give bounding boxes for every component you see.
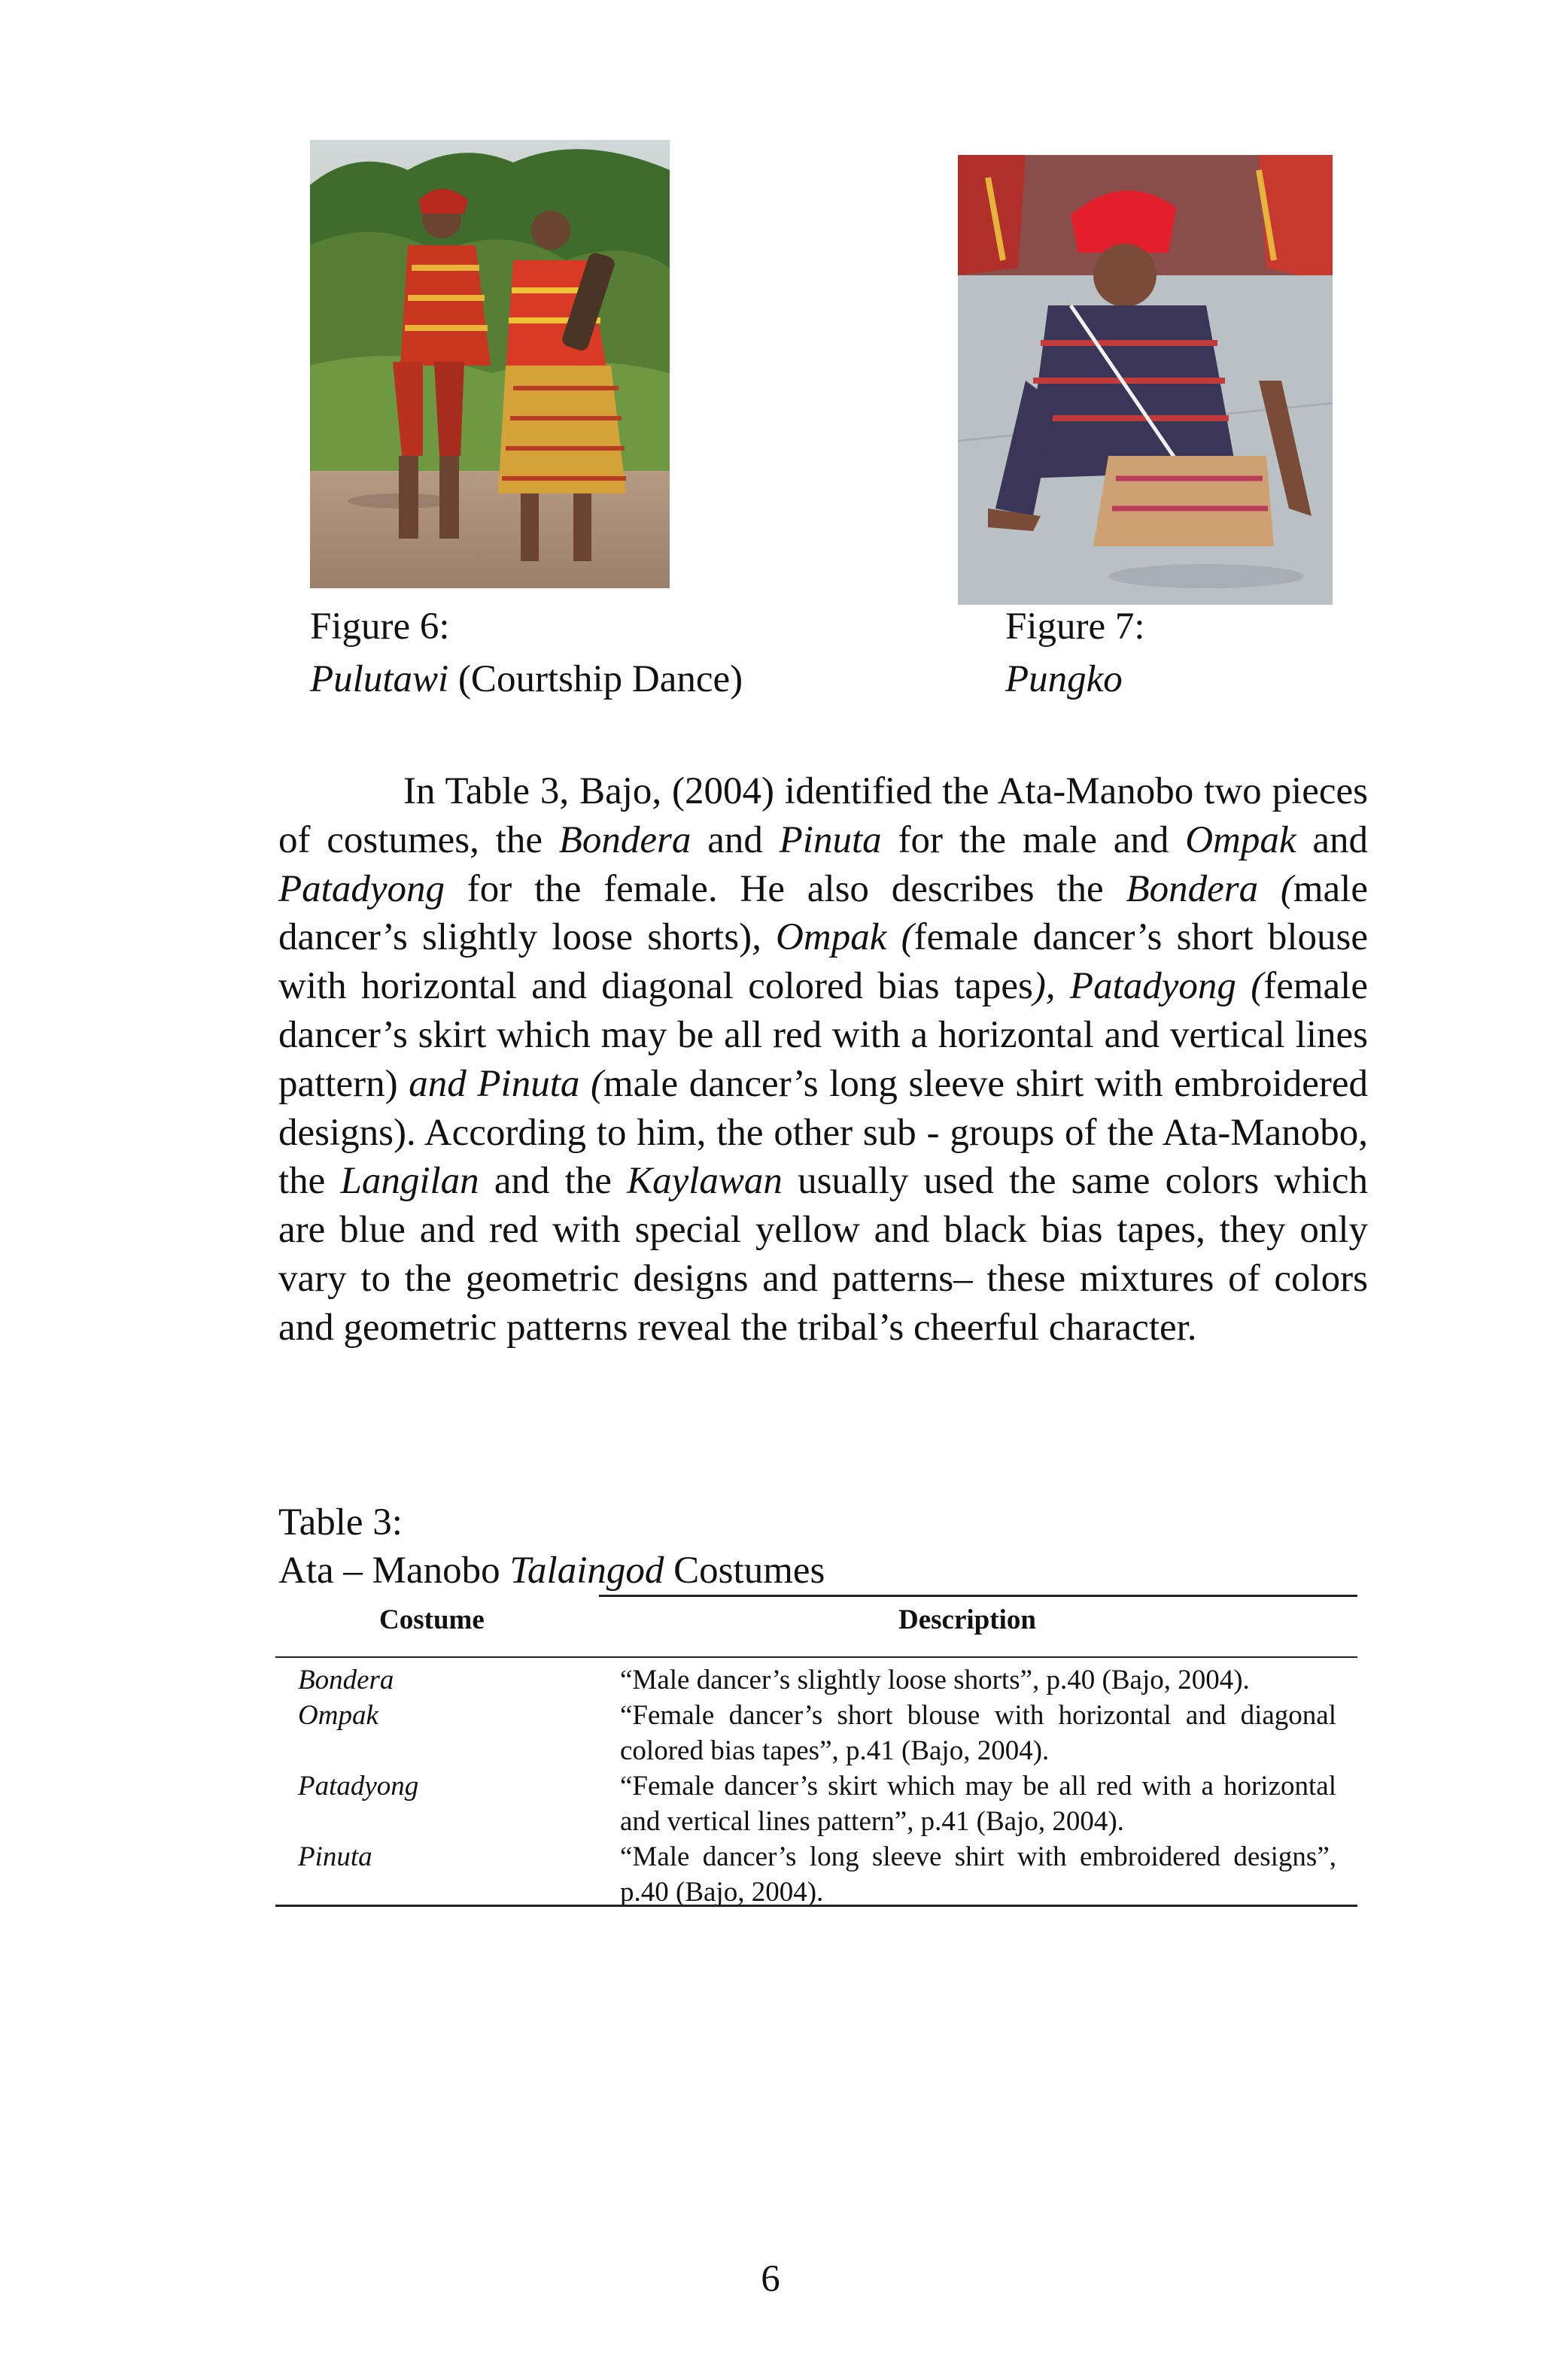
costume-cell: Ompak: [298, 1700, 378, 1731]
body-text: for the male and: [881, 818, 1186, 861]
header-description: Description: [898, 1604, 1036, 1635]
description-cell: “Female dancer’s short blouse with horizontal and diagonal colored bias tapes”, p.41 (Bajo, 2004).: [620, 1700, 1336, 1766]
body-term: Ompak: [1185, 818, 1296, 861]
table-bottom-rule: [275, 1905, 1357, 1907]
body-text: female dancer’s short blouse with horizontal and diagonal colored bias tapes: [278, 916, 1369, 1008]
table-header-rule: [275, 1656, 1357, 1658]
table-title-italic: Talaingod: [509, 1550, 664, 1592]
figure-6-caption: [310, 600, 837, 706]
body-term: Pinuta: [779, 818, 882, 861]
header-costume: Costume: [379, 1604, 485, 1635]
body-term: and Pinuta (: [409, 1062, 604, 1105]
body-text: In Table 3, Bajo, (2004) identified the Ata-Manobo two pieces of costumes, the: [278, 770, 1368, 861]
body-term: Kaylawan: [627, 1160, 783, 1203]
costume-cell: Patadyong: [298, 1771, 419, 1802]
body-text: for the female. He also describes the: [444, 867, 1126, 910]
figure-7-photo: [958, 155, 1333, 605]
description-cell: “Male dancer’s long sleeve shirt with embroidered designs”, p.40 (Bajo, 2004).: [620, 1841, 1336, 1908]
body-term: Patadyong: [278, 867, 445, 910]
body-text: and: [1296, 818, 1368, 861]
figure-7-title: [1005, 653, 1381, 706]
body-term: Bondera: [558, 818, 691, 861]
figure-6-title: [310, 653, 837, 706]
table-top-rule: [599, 1595, 1357, 1597]
figure-7-label: Figure 7:: [1005, 606, 1145, 648]
body-text: male dancer’s slightly loose shorts): [278, 867, 1368, 959]
costume-cell: Bondera: [298, 1665, 394, 1695]
description-cell: “Male dancer’s slightly loose shorts”, p.40 (Bajo, 2004).: [620, 1665, 1250, 1695]
page-number: 6: [761, 2258, 780, 2300]
figure-6-name: Pulutawi: [310, 658, 449, 700]
body-text: and: [691, 818, 780, 861]
figure-6-suffix: (Courtship Dance): [448, 658, 743, 700]
body-text: and the: [479, 1160, 628, 1203]
body-term: Bondera (: [1126, 867, 1293, 910]
body-paragraph: [278, 767, 1368, 1352]
figure-7-caption: [1005, 600, 1381, 706]
table-title-suffix: Costumes: [664, 1550, 825, 1592]
body-term: , Ompak (: [752, 916, 914, 959]
table-title-prefix: Ata – Manobo: [278, 1550, 510, 1592]
description-cell: “Female dancer’s skirt which may be all red with a horizontal and vertical lines pattern”, p.41 (Bajo, 2004).: [620, 1771, 1336, 1837]
body-term: Langilan: [340, 1160, 479, 1203]
body-text: female dancer’s skirt which may be all red with a horizontal and vertical lines pattern): [278, 965, 1368, 1105]
table-label: Table 3:: [278, 1501, 403, 1544]
body-text: male dancer’s long sleeve shirt with embroidered designs). According to him, the other sub - groups of the Ata-Manobo, the: [278, 1062, 1368, 1203]
figure-6-label: Figure 6:: [310, 606, 450, 648]
figure-7-name: Pungko: [1005, 658, 1123, 700]
figure-6-photo: [310, 140, 670, 588]
body-term: ), Patadyong (: [1032, 965, 1264, 1008]
costume-cell: Pinuta: [298, 1841, 372, 1872]
table-title: [278, 1547, 825, 1595]
body-text: usually used the same colors which are blue and red with special yellow and black bias tapes, they only vary to the geometric designs and patterns– these mixtures of colors and geometric patterns reveal the tribal’s cheerful character.: [278, 1160, 1368, 1349]
